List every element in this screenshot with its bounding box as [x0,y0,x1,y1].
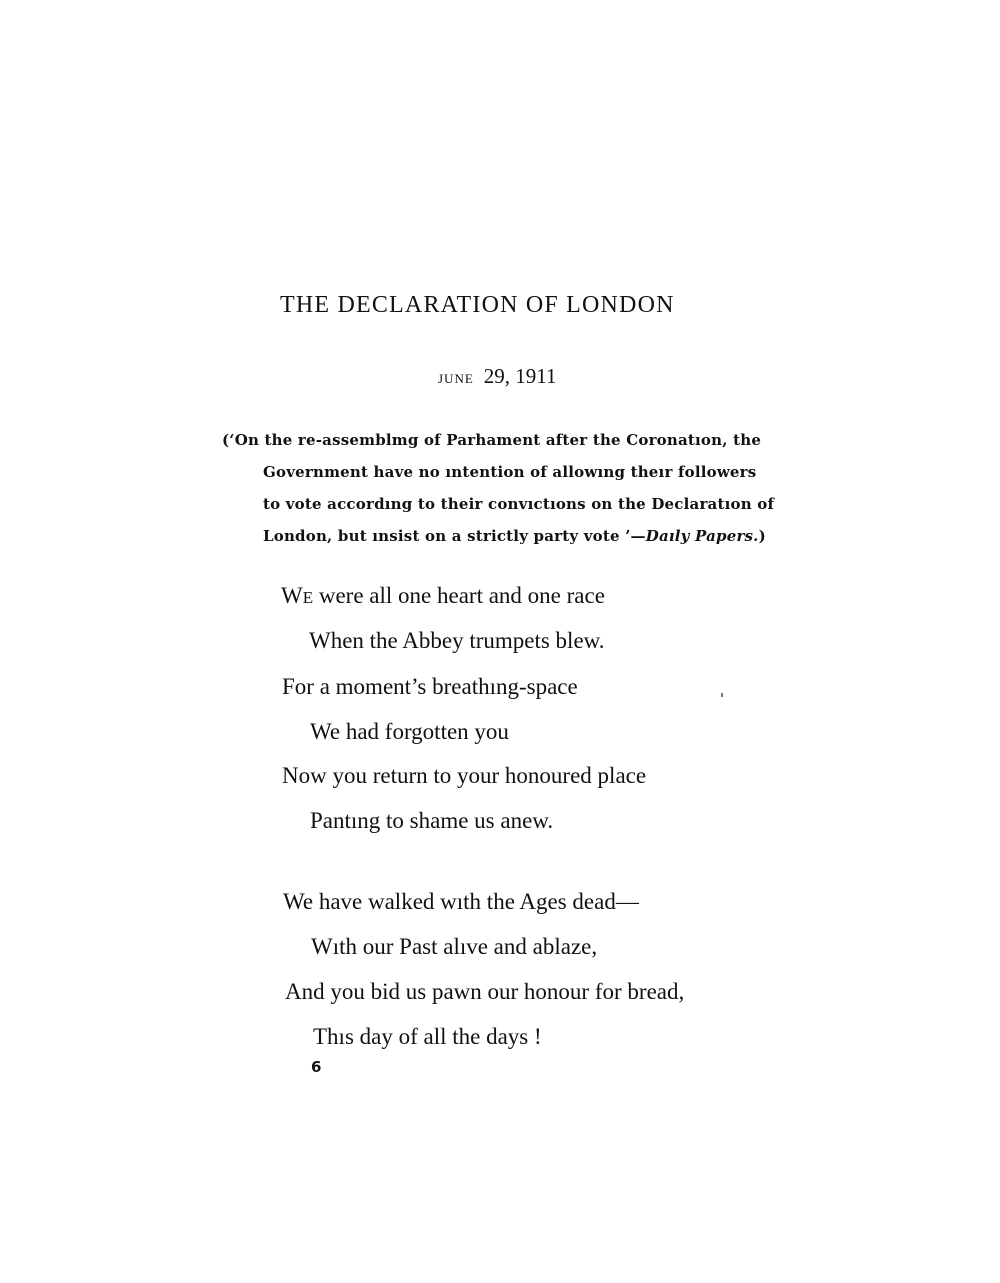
epigraph [222,424,822,552]
stanza-1-line-4: We had forgotten you [310,719,509,744]
stanza-1-line-1 [281,582,605,612]
stanza-1-line-2: When the Abbey trumpets blew. [309,628,605,653]
date-day-year: 29, 1911 [483,364,557,388]
epigraph-line-1: (‘On the re-assemblmg of Parhament after the Coronatıon, the [222,431,762,449]
stanza-2-line-2: Wıth our Past alıve and ablaze, [311,934,598,959]
epigraph-line-4-text: London, but ınsist on a strictly party vote ’— [263,527,646,545]
poem-date [438,364,557,389]
epigraph-line-4 [222,520,822,552]
stanza-2-line-3: And you bid us pawn our honour for bread, [285,979,685,1004]
stanza-1-line-6: Pantıng to shame us anew. [310,808,554,833]
stanza-1-line-5: Now you return to your honoured place [282,763,647,788]
date-month: JUNE [438,371,474,386]
stanza-1-line-1-rest: were all one heart and one race [313,583,605,608]
epigraph-close-paren: ) [758,527,766,545]
stanza-1-line-3: For a moment’s breathıng-space [282,674,578,699]
page-number: 6 [311,1058,322,1076]
drop-initial: W [281,583,303,608]
epigraph-line-3: to vote accordıng to their convıctıons on the Declaratıon of [263,495,775,513]
scan-speck [721,693,723,697]
stanza-2-line-1: We have walked wıth the Ages dead— [283,889,639,914]
epigraph-source: Daıly Papers. [645,527,759,545]
small-caps-letters: E [302,588,314,607]
epigraph-line-2: Government have no ıntention of allowıng theır followers [263,463,757,481]
poem-title: THE DECLARATION OF LONDON [280,292,675,318]
stanza-2-line-4: Thıs day of all the days ! [313,1024,542,1049]
